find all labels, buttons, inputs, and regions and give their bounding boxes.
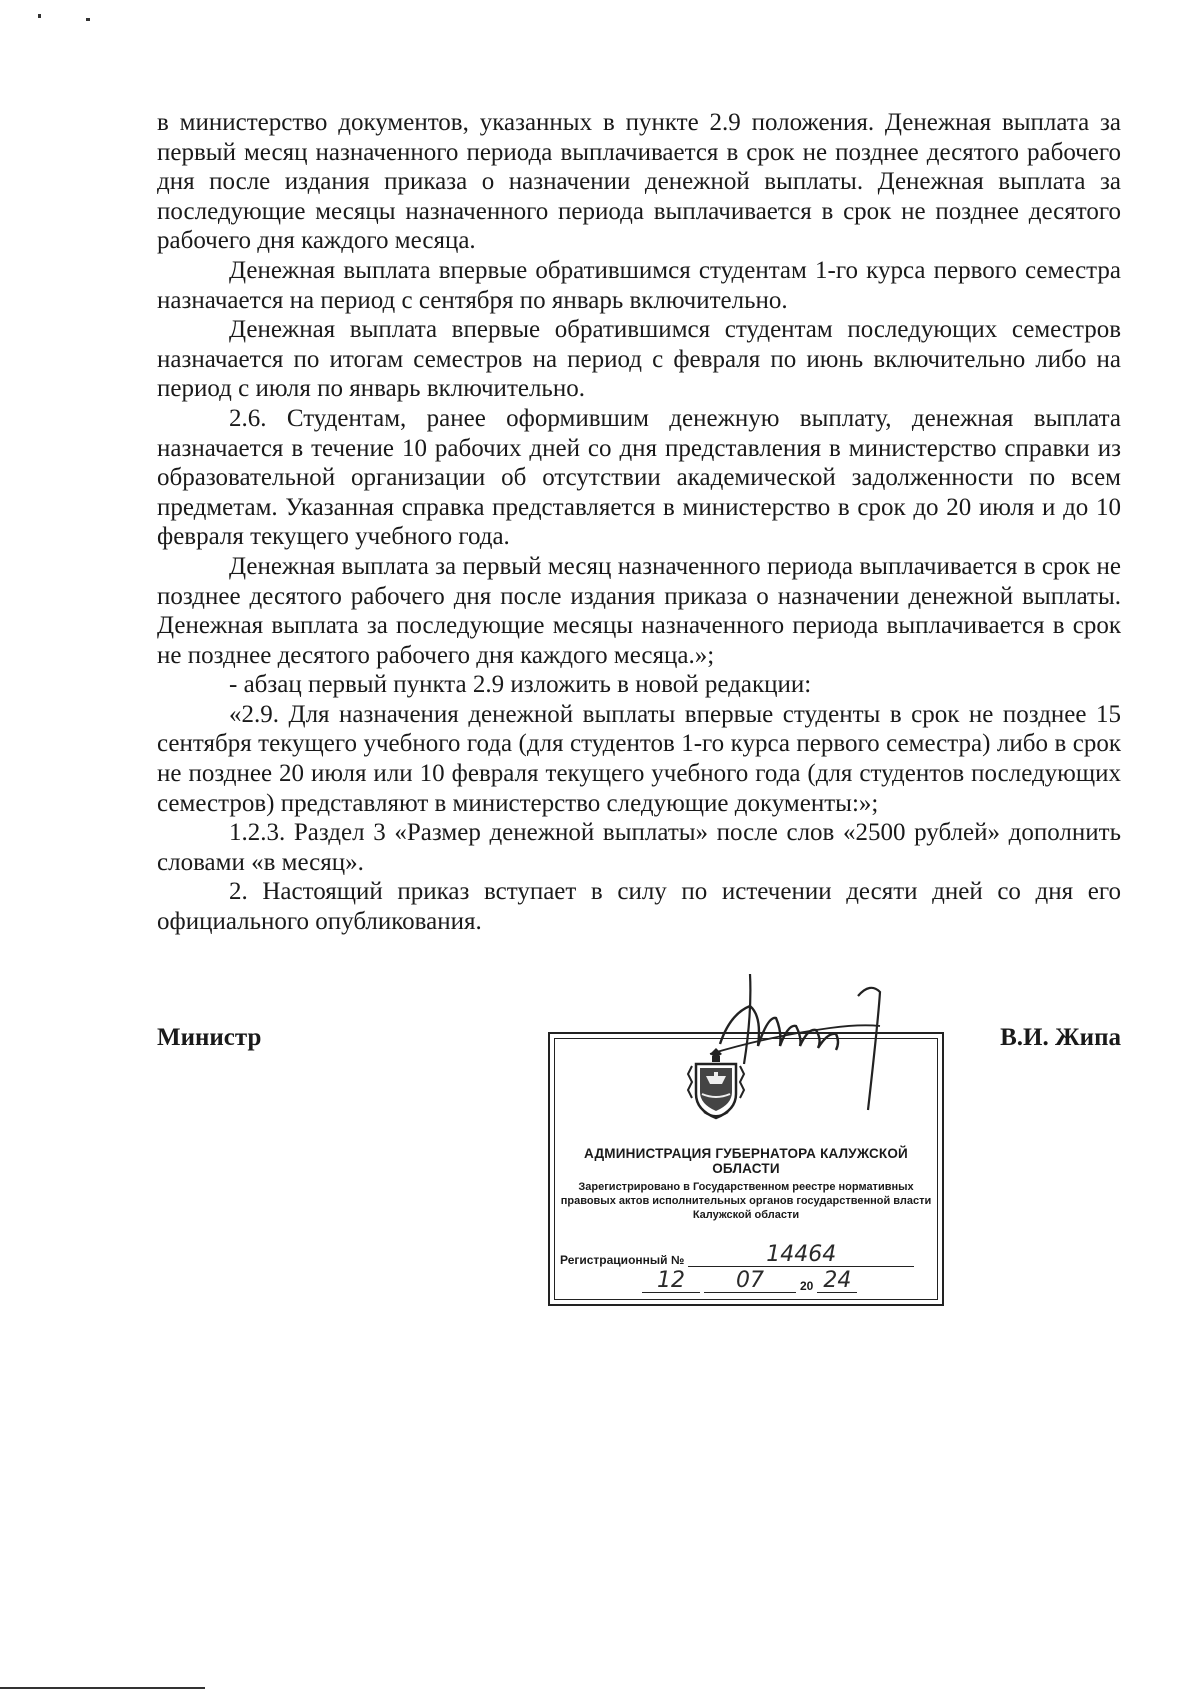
- handwritten-signature: [680, 966, 940, 1116]
- year-prefix: 20: [800, 1279, 814, 1293]
- paragraph: Денежная выплата впервые обратившимся студентам последующих семестров назначается по итогам семестров на период с февраля по июнь включительно либо на период с июля по январь включительно.: [157, 316, 1121, 403]
- paragraph: - абзац первый пункта 2.9 изложить в новой редакции:: [229, 671, 812, 699]
- scan-speck: [86, 18, 90, 21]
- footer-rule: [0, 1687, 205, 1689]
- stamp-authority: АДМИНИСТРАЦИЯ ГУБЕРНАТОРА КАЛУЖСКОЙ ОБЛАСТИ: [584, 1146, 908, 1176]
- registration-day: 12: [657, 1268, 685, 1293]
- signatory-title: Министр: [157, 1024, 262, 1051]
- registration-number: 14464: [766, 1242, 837, 1267]
- registration-year: 24: [823, 1268, 852, 1293]
- stamp-registration-text: [556, 1180, 936, 1222]
- paragraph: в министерство документов, указанных в пункте 2.9 положения. Денежная выплата за первый месяц назначенного периода выплачивается в срок не позднее десятого рабочего дня после издания приказа о назначении денежной выплаты. Денежная выплата за последующие месяцы назначенного периода выплачивается в срок не позднее десятого рабочего дня каждого месяца.: [157, 109, 1121, 255]
- scan-speck: [38, 14, 41, 18]
- paragraph: «2.9. Для назначения денежной выплаты впервые студенты в срок не позднее 15 сентября текущего учебного года (для студентов 1-го курса первого семестра) либо в срок не позднее 20 июля или 10 февраля текущего учебного года (для студентов последующих семестров) представляют в министерство следующие документы:»;: [157, 700, 1121, 817]
- date-month-field: [704, 1270, 796, 1293]
- registration-number-label: Регистрационный №: [560, 1253, 685, 1267]
- registration-number-row: [560, 1244, 914, 1267]
- body-text: [157, 108, 1121, 937]
- registration-line: Зарегистрировано в Государственном реестре нормативных: [578, 1181, 914, 1193]
- paragraph: 2.6. Студентам, ранее оформившим денежную выплату, денежная выплата назначается в течение 10 рабочих дней со дня представления в министерство справки из образовательной организации об отсутствии академической задолженности по всем предметам. Указанная справка представляется в министерство в срок до 20 июля и до 10 февраля текущего учебного года.: [157, 404, 1121, 551]
- paragraph: Денежная выплата за первый месяц назначенного периода выплачивается в срок не позднее десятого рабочего дня после издания приказа о назначении денежной выплаты. Денежная выплата за последующие месяцы назначенного периода выплачивается в срок не позднее десятого рабочего дня каждого месяца.»;: [157, 552, 1121, 669]
- date-year-field: [817, 1270, 857, 1293]
- registration-date-row: [642, 1270, 857, 1293]
- paragraph: 2. Настоящий приказ вступает в силу по истечении десяти дней со дня его официального опубликования.: [157, 878, 1121, 936]
- paragraph: Денежная выплата впервые обратившимся студентам 1-го курса первого семестра назначается на период с сентября по январь включительно.: [157, 256, 1121, 314]
- registration-line: Калужской области: [692, 1209, 800, 1221]
- registration-line: правовых актов исполнительных органов государственной власти: [560, 1195, 932, 1207]
- registration-number-field: [688, 1244, 914, 1267]
- paragraph: 1.2.3. Раздел 3 «Размер денежной выплаты» после слов «2500 рублей» дополнить словами «в месяц».: [157, 819, 1121, 876]
- signatory-name: В.И. Жипа: [1000, 1024, 1121, 1051]
- date-day-field: [642, 1270, 700, 1293]
- registration-month: 07: [736, 1268, 764, 1293]
